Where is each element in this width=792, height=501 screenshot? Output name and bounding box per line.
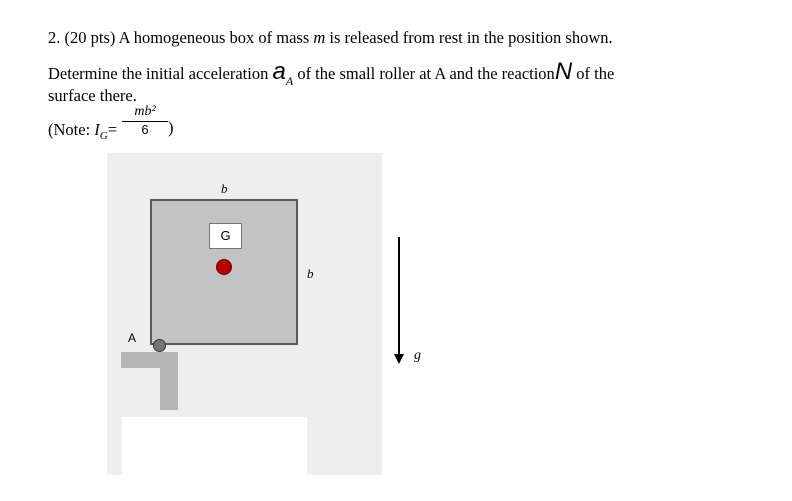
problem-line-3: surface there. bbox=[48, 86, 137, 105]
top-dimension-label: b bbox=[221, 181, 228, 196]
center-of-mass-dot bbox=[216, 259, 232, 275]
equals-sign: = bbox=[107, 120, 118, 139]
gravity-arrow-head bbox=[394, 354, 404, 364]
inertia-fraction bbox=[122, 104, 168, 137]
corner-label: A bbox=[128, 331, 137, 345]
accel-subscript: A bbox=[285, 74, 294, 88]
figure-blank-area bbox=[122, 417, 307, 475]
fraction-denominator: 6 bbox=[141, 122, 149, 137]
problem-line-1 bbox=[48, 28, 613, 48]
note-suffix: ) bbox=[168, 118, 174, 137]
mass-variable: m bbox=[313, 28, 326, 47]
inertia-subscript: G bbox=[99, 130, 108, 142]
text: is released from rest in the position shown. bbox=[325, 28, 613, 47]
problem-line-2 bbox=[48, 58, 614, 86]
reaction-symbol: N bbox=[554, 58, 573, 85]
text: of the small roller at A and the reaction bbox=[293, 64, 555, 83]
gravity-label: g bbox=[414, 348, 421, 363]
accel-symbol: a bbox=[272, 58, 286, 85]
note-prefix: (Note: bbox=[48, 120, 95, 139]
gravity-arrow bbox=[398, 237, 400, 355]
fraction-numerator: mb² bbox=[122, 104, 168, 122]
text: of the bbox=[572, 64, 615, 83]
text: 2. (20 pts) A homogeneous box of mass bbox=[48, 28, 314, 47]
support-post bbox=[160, 352, 178, 410]
roller bbox=[153, 339, 166, 352]
center-label: G bbox=[209, 223, 242, 249]
inertia-symbol: I bbox=[94, 120, 100, 139]
note bbox=[48, 120, 117, 140]
text: Determine the initial acceleration bbox=[48, 64, 273, 83]
side-dimension-label: b bbox=[307, 266, 314, 281]
